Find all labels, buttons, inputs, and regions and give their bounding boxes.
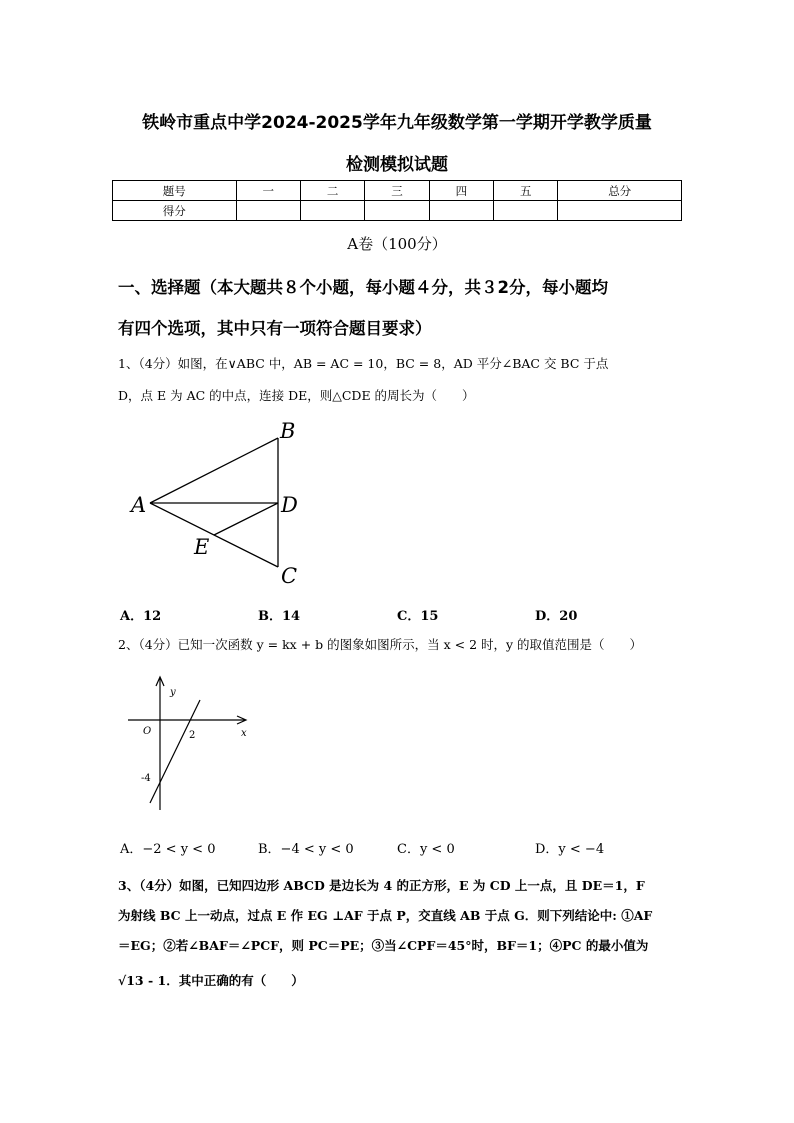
- label-D: D: [281, 493, 298, 517]
- q1-option-c[interactable]: C．15: [397, 609, 439, 624]
- section-heading-1: 一、选择题（本大题共８个小题，每小题４分，共３2分，每小题均: [118, 278, 608, 297]
- title-line-2: 检测模拟试题: [346, 155, 448, 175]
- q1-option-b[interactable]: B．14: [258, 609, 301, 624]
- label-x-axis: x: [241, 728, 247, 739]
- q3-line-3: ＝EG；②若∠BAF＝∠PCF，则 PC＝PE；③当∠CPF＝45°时，BF＝1；④PC 的最小值为: [118, 938, 649, 953]
- table-cell: 得分: [113, 201, 237, 221]
- title-line-1: 铁岭市重点中学2024-2025学年九年级数学第一学期开学教学质量: [142, 113, 652, 133]
- q3-line-2: 为射线 BC 上一动点，过点 E 作 EG ⊥AF 于点 P，交直线 AB 于点 G．则下列结论中: ①AF: [118, 908, 653, 923]
- table-cell: 四: [429, 181, 493, 201]
- label-E: E: [194, 535, 210, 559]
- table-cell: 二: [300, 181, 364, 201]
- label-origin: O: [143, 726, 152, 737]
- table-cell: 总分: [558, 181, 682, 201]
- section-heading-2: 有四个选项，其中只有一项符合题目要求）: [118, 319, 432, 338]
- q1-option-a[interactable]: A．12: [120, 609, 162, 624]
- table-cell: 题号: [113, 181, 237, 201]
- label-A: A: [131, 493, 147, 517]
- q1-line-2: D，点 E 为 AC 的中点，连接 DE，则△CDE 的周长为（ ）: [118, 388, 475, 403]
- q3-line-4: √13 - 1．其中正确的有（ ）: [118, 973, 304, 988]
- q2-option-b[interactable]: B．−4 < y < 0: [258, 842, 354, 857]
- q2-option-a[interactable]: A．−2 < y < 0: [120, 842, 216, 857]
- volume-heading: A卷（100分）: [347, 235, 447, 253]
- q1-line-1: 1、（4分）如图，在∨ABC 中，AB = AC = 10，BC = 8，AD 平分∠BAC 交 BC 于点: [118, 356, 609, 371]
- q2-line-1: 2、（4分）已知一次函数 y = kx + b 的图象如图所示，当 x < 2 时，y 的取值范围是（ ）: [118, 637, 643, 652]
- label-C: C: [281, 564, 298, 588]
- table-cell: 一: [236, 181, 300, 201]
- label-2: 2: [189, 730, 196, 741]
- table-cell: 三: [365, 181, 429, 201]
- label-minus4: -4: [141, 773, 151, 784]
- q2-graph-figure: [0, 660, 300, 820]
- q2-option-c[interactable]: C．y < 0: [397, 842, 455, 857]
- table-cell: 五: [494, 181, 558, 201]
- label-B: B: [280, 419, 296, 443]
- label-y-axis: y: [170, 687, 176, 698]
- q3-line-1: 3、（4分）如图，已知四边形 ABCD 是边长为 4 的正方形，E 为 CD 上一点，且 DE＝1，F: [118, 878, 645, 893]
- q1-option-d[interactable]: D．20: [535, 609, 578, 624]
- q2-option-d[interactable]: D．y < −4: [535, 842, 605, 857]
